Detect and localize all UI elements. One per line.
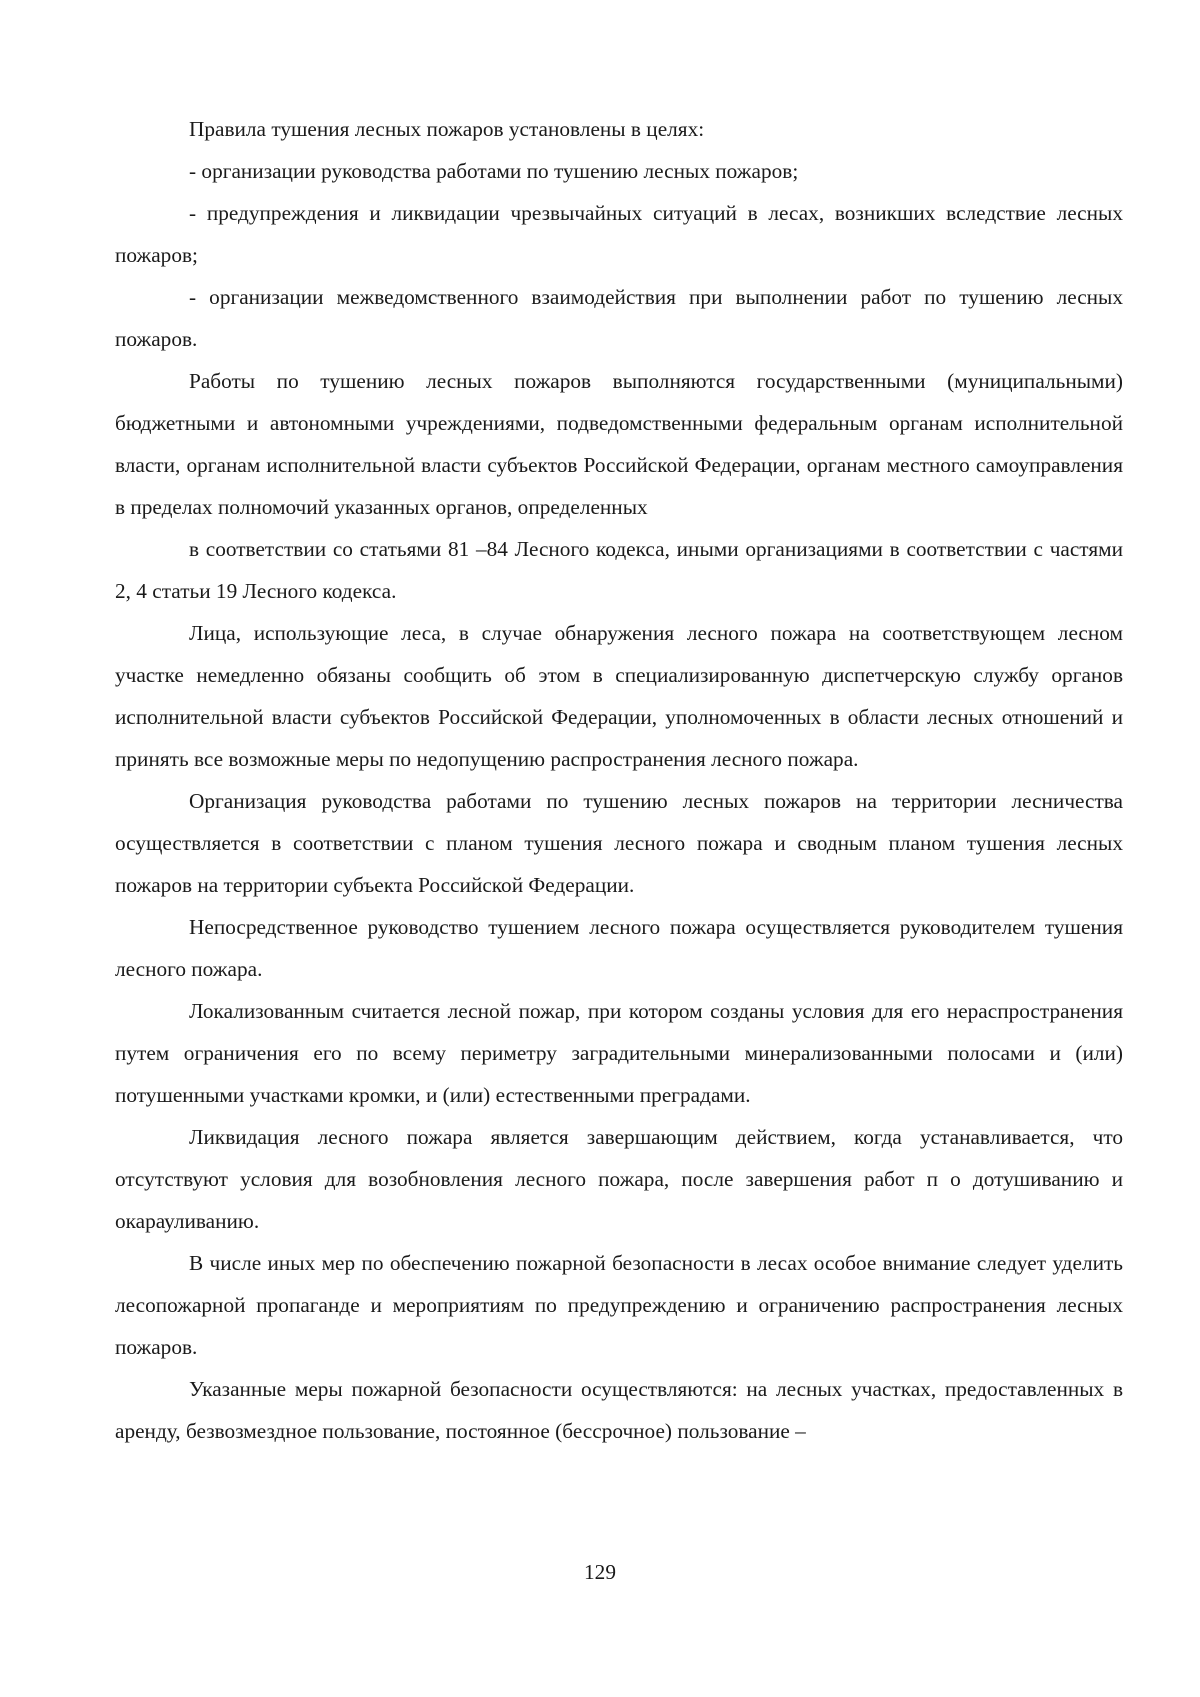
paragraph-list-item-1: - организации руководства работами по тушению лесных пожаров; (189, 159, 799, 183)
page-body (115, 108, 1123, 1452)
paragraph-localized: Локализованным считается лесной пожар, при котором созданы условия для его нераспространения путем ограничения его по всему периметру заградительными минерализованными полосами и (или) потушенными участками кромки, и (или) естественными преградами. (115, 999, 1123, 1107)
paragraph-organization: Организация руководства работами по тушению лесных пожаров на территории лесничества осуществляется в соответствии с планом тушения лесного пожара и сводным планом тушения лесных пожаров на территории субъекта Российской Федерации. (115, 789, 1123, 897)
paragraph-liquidation: Ликвидация лесного пожара является завершающим действием, когда устанавливается, что отсутствуют условия для возобновления лесного пожара, после завершения работ п о дотушиванию и окарауливанию. (115, 1125, 1123, 1233)
paragraph-other-measures: В числе иных мер по обеспечению пожарной безопасности в лесах особое внимание следует уделить лесопожарной пропаганде и мероприятиям по предупреждению и ограничению распространения лесных пожаров. (115, 1251, 1123, 1359)
paragraph-direct-management: Непосредственное руководство тушением лесного пожара осуществляется руководителем тушения лесного пожара. (115, 915, 1123, 981)
paragraph-list-item-3: - организации межведомственного взаимодействия при выполнении работ по тушению лесных пожаров. (115, 285, 1123, 351)
paragraph-works-continued: в соответствии со статьями 81 –84 Лесного кодекса, иными организациями в соответствии с частями 2, 4 статьи 19 Лесного кодекса. (115, 537, 1123, 603)
paragraph-purpose-intro: Правила тушения лесных пожаров установлены в целях: (189, 117, 705, 141)
paragraph-list-item-2: - предупреждения и ликвидации чрезвычайных ситуаций в лесах, возникших вследствие лесных пожаров; (115, 201, 1123, 267)
paragraph-works: Работы по тушению лесных пожаров выполняются государственными (муниципальными) бюджетными и автономными учреждениями, подведомственными федеральным органам исполнительной власти, органам исполнительной власти субъектов Российской Федерации, органам местного самоуправления в пределах полномочий указанных органов, определенных (115, 369, 1123, 519)
page-number: 129 (584, 1560, 616, 1584)
paragraph-forest-users: Лица, использующие леса, в случае обнаружения лесного пожара на соответствующем лесном участке немедленно обязаны сообщить об этом в специализированную диспетчерскую службу органов исполнительной власти субъектов Российской Федерации, уполномоченных в области лесных отношений и принять все возможные меры по недопущению распространения лесного пожара. (115, 621, 1123, 771)
paragraph-specified-measures: Указанные меры пожарной безопасности осуществляются: на лесных участках, предоставленных в аренду, безвозмездное пользование, постоянное (бессрочное) пользование – (115, 1377, 1123, 1443)
